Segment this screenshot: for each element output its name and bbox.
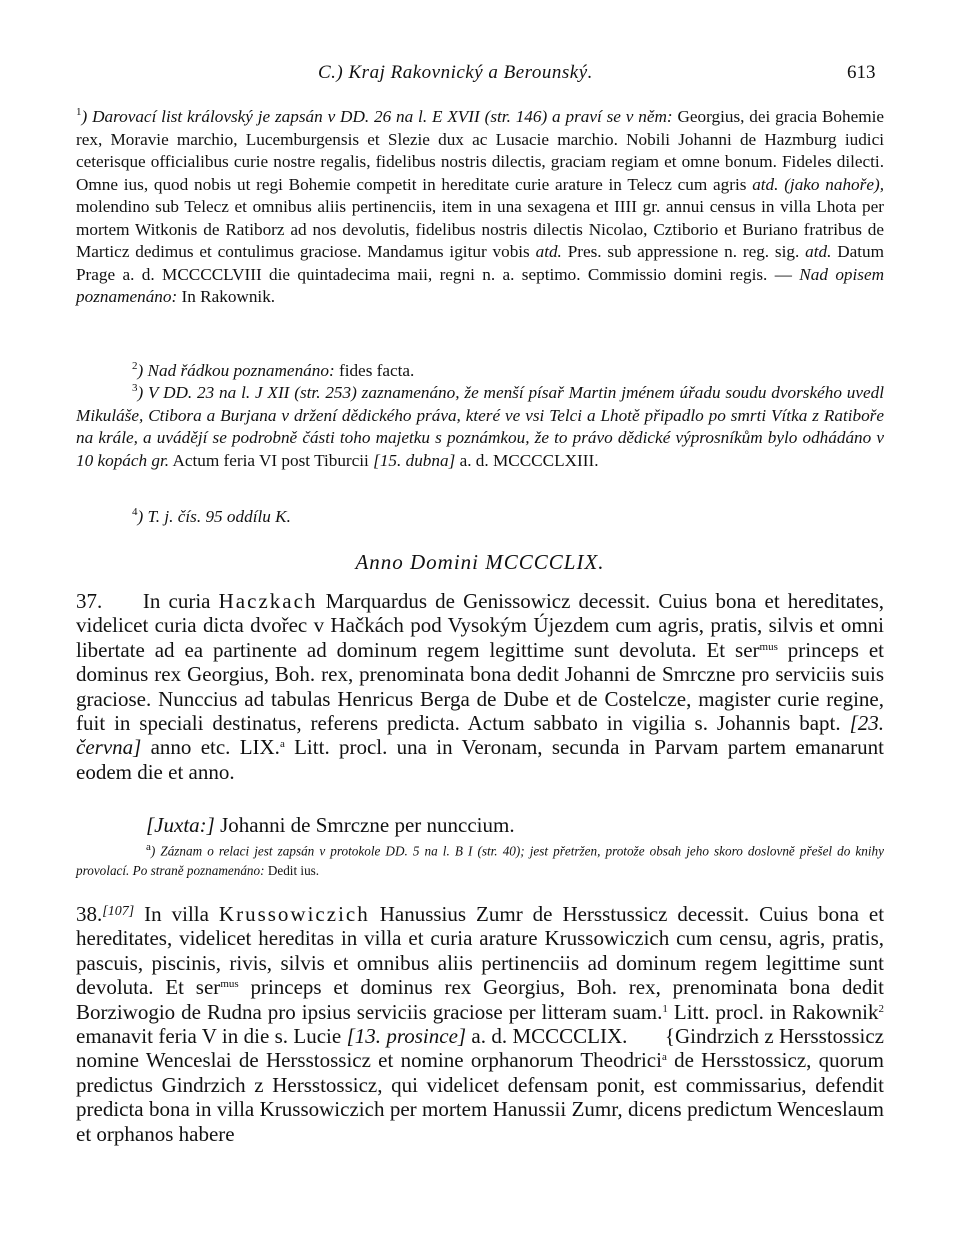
entry-38-sup-mus: mus (220, 978, 239, 991)
footnote-2 (76, 360, 884, 383)
entry-38-sup-a: a (661, 1051, 667, 1064)
entry-37-note-end: Dedit ius. (267, 863, 320, 879)
footnote-3-text: Actum feria VI post Tiburcii (172, 450, 369, 470)
footnote-2-lead: ) Nad řádkou poznamenáno: (137, 361, 335, 380)
entry-37-date: [23. června] (76, 711, 884, 760)
entry-37-text-d: anno etc. LIX. (150, 735, 280, 760)
entry-38-date: [13. prosince] (346, 1024, 467, 1049)
footnote-3-lead: ) V DD. 23 na l. J XII (str. 253) zaznamenáno, že menší písař Martin jménem úřadu soudu dvorského uvedl Mikuláše, Ctibora a Burjana v držení dědického práva, které ve vsi Telci a Lhotě připadlo po smrti Vítka z Ratiboře na krále, a uvádějí se podrobně části toho majetku s poznámkou, že to právo dědické výprosníkům bylo odhádáno v 10 kopách gr. (76, 383, 884, 470)
footnote-4 (76, 506, 884, 529)
page-number: 613 (847, 62, 876, 83)
entry-37-place: Haczkach (218, 589, 318, 613)
entry-37-number: 37. (76, 589, 103, 613)
entry-37-note-text: ) Záznam o relaci jest zapsán v protokole DD. 5 na l. B I (str. 40); jest přetržen, protože obsah jeho skoro doslovně přešel do knihy provolací. Po straně poznamenáno: (76, 843, 884, 879)
entry-38-number: 38. (76, 902, 103, 926)
entry-38-text-f: a. d. MCCCCLIX. (471, 1024, 628, 1049)
entry-37-juxta (76, 813, 884, 837)
entry-38-folio: [107] (102, 904, 135, 919)
footnote-1-note: Nad opisem poznamenáno: (76, 264, 885, 306)
entry-38-text-a: In villa (144, 902, 209, 926)
entry-38-text-d: Litt. procl. in Rakownik (673, 999, 879, 1024)
entry-37 (76, 589, 884, 784)
footnote-1-latin-body: Georgius, dei gracia Bohemie rex, Moravie marchio, Lucemburgensis et Slezie dux ac Lusacie marchio. Nobili Johanni de Hazmburg iudici ceterisque officialibus curie nostre regalis, fidelibus nostris dilectis, graciam regiam et omne bonum. Fideles dilecti. Omne ius, quod nobis ut regi Bohemie competit in hereditate curie arature in Telecz cum agris (76, 107, 885, 194)
footnote-4-mark: 4 (132, 506, 138, 518)
entry-37-note-mark: a (146, 841, 151, 853)
entry-37-text-c: princeps et dominus rex Georgius, Boh. rex, prenominata bona dedit Johanni de Smrczne pro serviciis suis graciose. Nunccius ad tabulas Henricus Berga de Dube et de Costelcze, magister curie regine, fuit in speciali destinatus, referens predicta. Actum sabbato in vigilia s. Johannis bapt. (76, 637, 884, 736)
entry-37-sup-a: a (279, 738, 285, 751)
entry-37-juxta-text: Johanni de Smrczne per nunccium. (220, 813, 515, 837)
footnote-2-text: fides facta. (338, 361, 415, 380)
footnote-1-atd-3: atd. (805, 242, 832, 261)
footnote-1-mark: 1 (76, 106, 82, 118)
entry-37-text-a: In curia (142, 589, 211, 613)
footnote-3-date: [15. dubna] (373, 450, 456, 470)
entry-38-text-e: emanavit feria V in die s. Lucie (76, 1024, 342, 1049)
entry-38-place: Krussowiczich (218, 902, 370, 926)
footnote-1-latin-body-4: Datum Prage a. d. MCCCCLVIII die quintadecima maii, regni n. a. septimo. Commissio domini regis. — (76, 242, 885, 284)
entry-37-juxta-label: [Juxta:] (146, 813, 215, 837)
footnote-2-mark: 2 (132, 360, 138, 372)
year-heading: Anno Domini MCCCCLIX. (355, 550, 605, 574)
footnote-1-lead: ) Darovací list královský je zapsán v DD. 26 na l. E XVII (str. 146) a praví se v něm: (81, 107, 673, 126)
entry-38-brace-text: {Gindrzich z Hersstossicz nomine Wenceslai de Hersstossicz et nomine orphanorum Theodrici (76, 1024, 884, 1073)
entry-37-text-e: Litt. procl. una in Veronam, secunda in Parvam partem emanarunt eodem die et anno. (76, 735, 884, 784)
entry-37-sup-mus: mus (759, 640, 778, 653)
footnote-3-mark: 3 (132, 382, 138, 394)
entry-38-text-b: Hanussius Zumr de Hersstussicz decessit. Cuius bona et hereditates, videlicet hereditas in villa et curia arature Krussowiczich cum censu, agris, pratis, pascuis, piscinis, rivis, silvis et omnibus aliis pertinenciis ad dominum regem legittime sunt devoluta. Et ser (76, 902, 885, 1000)
footnote-1-latin-body-3: Pres. sub appressione n. reg. sig. (567, 242, 800, 261)
entry-38 (76, 900, 884, 1146)
footnote-1 (76, 106, 884, 309)
entry-38-sup-1: 1 (662, 1002, 668, 1015)
footnote-1-atd-2: atd. (535, 242, 562, 261)
entry-38-text-c: princeps et dominus rex Georgius, Boh. rex, prenominata bona dedit Borziwogio de Rudna pro ipsius serviciis graciose per litteram suam. (76, 975, 885, 1024)
running-header (0, 62, 960, 88)
footnote-3-end: a. d. MCCCCLXIII. (459, 450, 599, 470)
entry-37-note (76, 837, 884, 881)
entry-38-sup-2: 2 (878, 1002, 884, 1015)
entry-37-text-b: Marquardus de Genissowicz decessit. Cuius bona et hereditates, videlicet curia dicta dvořec v Hačkách pod Vysokým Újezdem cum agris, pratis, silvis et omni libertate ad ea partinente ad dominum regem legittime sunt devoluta. Et ser (76, 589, 884, 662)
footnote-1-end: In Rakownik. (181, 287, 276, 306)
footnote-4-text: ) T. j. čís. 95 oddílu K. (137, 507, 291, 526)
running-title: C.) Kraj Rakovnický a Berounský. (318, 62, 593, 83)
footnote-1-atd-1: atd. (jako nahoře), (752, 174, 884, 194)
entry-38-text-g: de Hersstossicz, quorum predictus Gindrzich z Hersstossicz, qui videlicet defensam ponit, est commissarius, defendit predicta bona in villa Krussowiczich per mortem Hanussii Zumr, dicens predictum Wenceslaum et orphanos habere (76, 1048, 884, 1146)
footnote-3 (76, 382, 884, 472)
footnote-1-latin-body-2: molendino sub Telecz et omnibus aliis pertinenciis, item in una sexagena et IIII gr. annui census in villa Lhota per mortem Witkonis de Ratiborz ad nos devolutis, fidelibus nostris dilectis Nicolao, Cztiborio et Buriano fratribus de Marticz dedimus et contulimus graciose. Mandamus igitur vobis (76, 197, 884, 261)
